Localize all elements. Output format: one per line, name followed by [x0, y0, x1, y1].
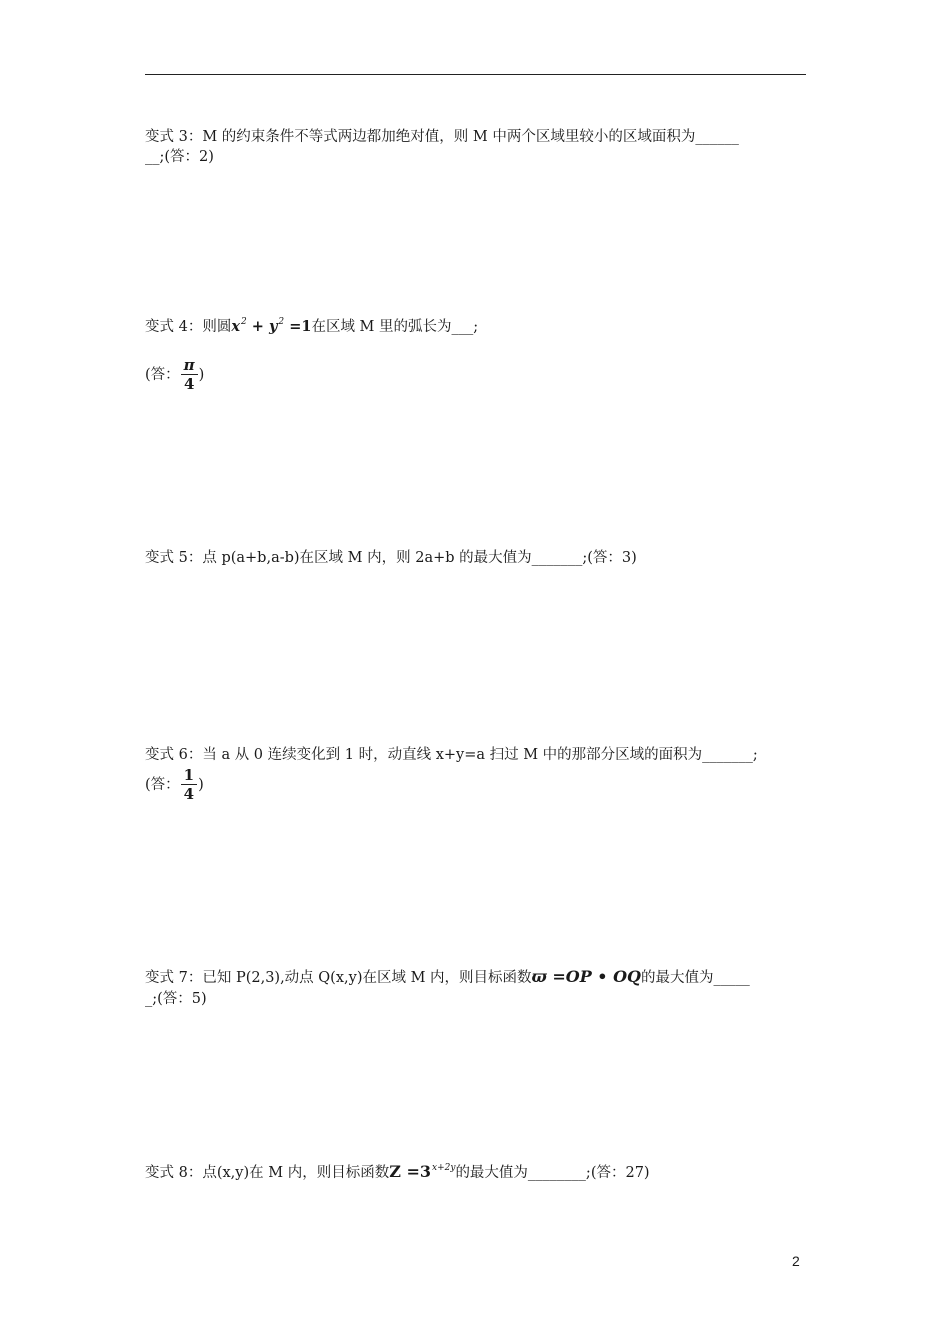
variant-8-prefix: 变式 8：点(x,y)在 M 内，则目标函数	[145, 1165, 390, 1181]
answer-fraction	[181, 767, 197, 803]
variant-4-suffix: 在区域 M 里的弧长为___;	[311, 319, 479, 335]
header-rule	[145, 74, 806, 75]
formula-exp-x: 2	[241, 317, 247, 327]
formula-exponent: x+2y	[432, 1163, 456, 1173]
answer-fraction	[181, 357, 198, 393]
variant-7-line-1	[145, 967, 807, 988]
formula-dot-product: ϖ =OP • OQ	[531, 967, 641, 986]
fraction-denominator: 4	[183, 375, 195, 393]
variant-7-suffix: 的最大值为_____	[640, 970, 750, 986]
variant-3-line-1: 变式 3：M 的约束条件不等式两边都加绝对值，则 M 中两个区域里较小的区域面积为______	[145, 129, 739, 145]
variant-8-suffix: 的最大值为________;(答：27)	[455, 1165, 650, 1181]
variant-6-answer	[145, 767, 807, 803]
fraction-numerator: π	[181, 357, 198, 375]
formula-eq-one: =1	[284, 318, 312, 335]
page-number: 2	[792, 1253, 800, 1269]
formula-exp-y: 2	[278, 317, 285, 327]
formula-x: x	[231, 318, 240, 335]
fraction-denominator: 4	[183, 785, 195, 803]
formula-z: Z =3	[389, 1162, 431, 1181]
answer-suffix: )	[198, 367, 205, 383]
answer-suffix: )	[198, 777, 204, 793]
variant-7-prefix: 变式 7：已知 P(2,3),动点 Q(x,y)在区域 M 内，则目标函数	[145, 970, 532, 986]
variant-3-line-2: __;(答：2)	[145, 149, 214, 165]
variant-4-line	[145, 312, 807, 337]
variant-8-line	[145, 1158, 807, 1183]
formula-plus: +	[246, 318, 269, 335]
variant-6-line-1: 变式 6：当 a 从 0 连续变化到 1 时，动直线 x+y=a 扫过 M 中的那部分区域的面积为_______;	[145, 747, 758, 763]
answer-prefix: (答：	[145, 777, 180, 793]
fraction-numerator: 1	[181, 767, 197, 785]
variant-5-line: 变式 5：点 p(a+b,a-b)在区域 M 内，则 2a+b 的最大值为_______;(答：3)	[145, 550, 637, 566]
formula-y: y	[268, 318, 278, 335]
answer-prefix: (答：	[145, 367, 180, 383]
variant-7-line-2: _;(答：5)	[145, 991, 207, 1007]
variant-4-answer	[145, 357, 807, 393]
variant-4-prefix: 变式 4：则圆	[145, 319, 232, 335]
